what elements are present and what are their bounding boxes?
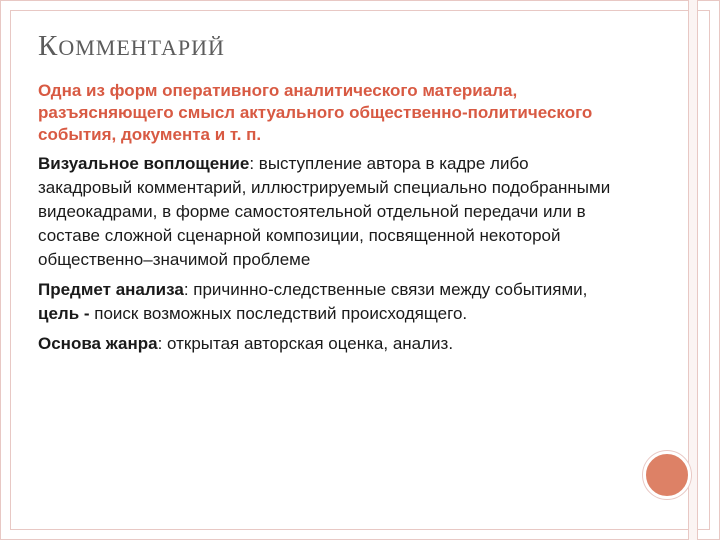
decorative-circle: [643, 451, 691, 499]
subject-term: Предмет анализа: [38, 280, 184, 299]
visual-paragraph: [38, 152, 618, 272]
subject-text: : причинно-следственные связи между событиями,: [183, 280, 588, 299]
basis-text: : открытая авторская оценка, анализ.: [157, 334, 454, 353]
title-first-letter: К: [38, 30, 59, 62]
goal-text: поиск возможных последствий происходящего.: [89, 304, 468, 323]
goal-term: цель -: [38, 304, 90, 323]
basis-term: Основа жанра: [38, 334, 158, 353]
visual-text: : выступление автора в кадре либо закадровый комментарий, иллюстрируемый специально подобранными видеокадрами, в форме самостоятельной отдельной передачи или в составе сложной сценарной композиции, посвященной некоторой общественно–значимой проблеме: [38, 154, 611, 269]
slide-body: [38, 80, 618, 362]
decorative-side-rail: [688, 0, 698, 540]
visual-term: Визуальное воплощение: [38, 154, 250, 173]
title-rest: ОММЕНТАРИЙ: [58, 35, 225, 60]
slide-title: [38, 30, 225, 63]
basis-paragraph: [38, 332, 618, 356]
subject-paragraph: [38, 278, 618, 326]
definition-text: Одна из форм оперативного аналитического материала, разъясняющего смысл актуального общественно-политического события, документа и т. п.: [38, 81, 593, 144]
